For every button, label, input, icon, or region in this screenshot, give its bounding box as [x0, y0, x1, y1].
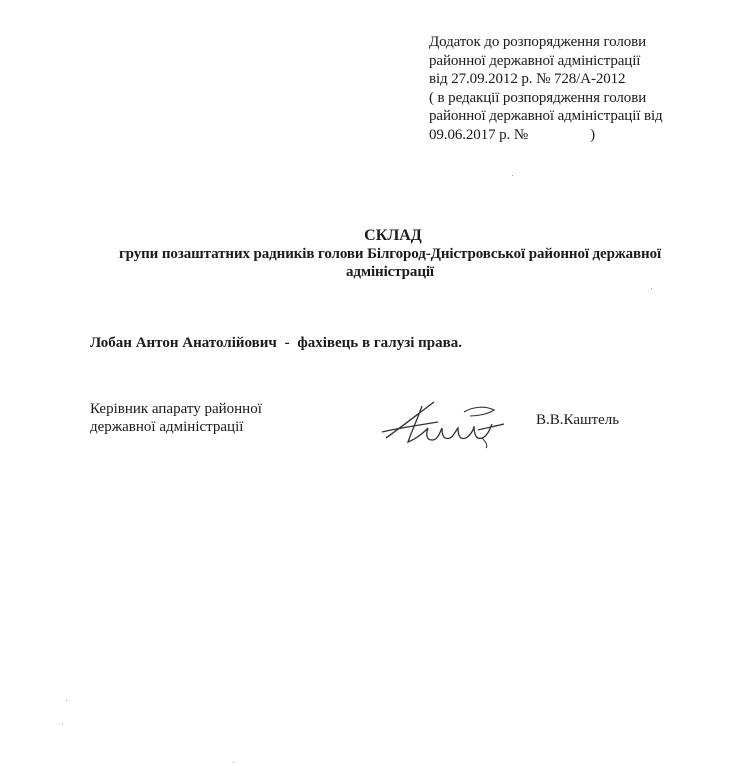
signer-position-line-2: державної адміністрації: [90, 419, 244, 435]
member-separator: -: [284, 335, 290, 351]
annex-header: [429, 33, 729, 144]
scan-speck: [62, 724, 63, 725]
handwritten-signature: [378, 398, 508, 450]
document-heading: [60, 227, 720, 281]
document-title: СКЛАД: [364, 227, 422, 244]
annex-line-1: Додаток до розпорядження голови: [429, 34, 647, 50]
document-subtitle-line-2: адміністрації: [345, 264, 434, 280]
annex-line-6-text: 09.06.2017 р. №: [429, 126, 529, 143]
annex-line-5: районної державної адміністрації від: [429, 108, 663, 124]
member-entry: [90, 335, 462, 352]
annex-line-4: ( в редакції розпорядження голови: [429, 89, 647, 106]
scan-speck: [512, 175, 513, 176]
document-subtitle-line-1: групи позаштатних радників голови Білгород-Дністровської районної державної: [118, 246, 662, 262]
signer-name: В.В.Каштель: [536, 412, 620, 428]
annex-line-6-close: ): [590, 126, 595, 143]
annex-line-3: від 27.09.2012 р. № 728/А-2012: [429, 71, 626, 87]
scan-speck: [651, 288, 652, 289]
scan-speck: [66, 700, 67, 701]
scan-speck: [233, 762, 234, 763]
annex-line-2: районної державної адміністрації: [429, 52, 641, 69]
signer-position-line-1: Керівник апарату районної: [90, 401, 262, 417]
signer-position: [90, 400, 262, 436]
member-name: Лобан Антон Анатолійович: [90, 335, 277, 351]
member-role: фахівець в галузі права.: [297, 335, 462, 351]
annex-line-6: [429, 126, 729, 145]
